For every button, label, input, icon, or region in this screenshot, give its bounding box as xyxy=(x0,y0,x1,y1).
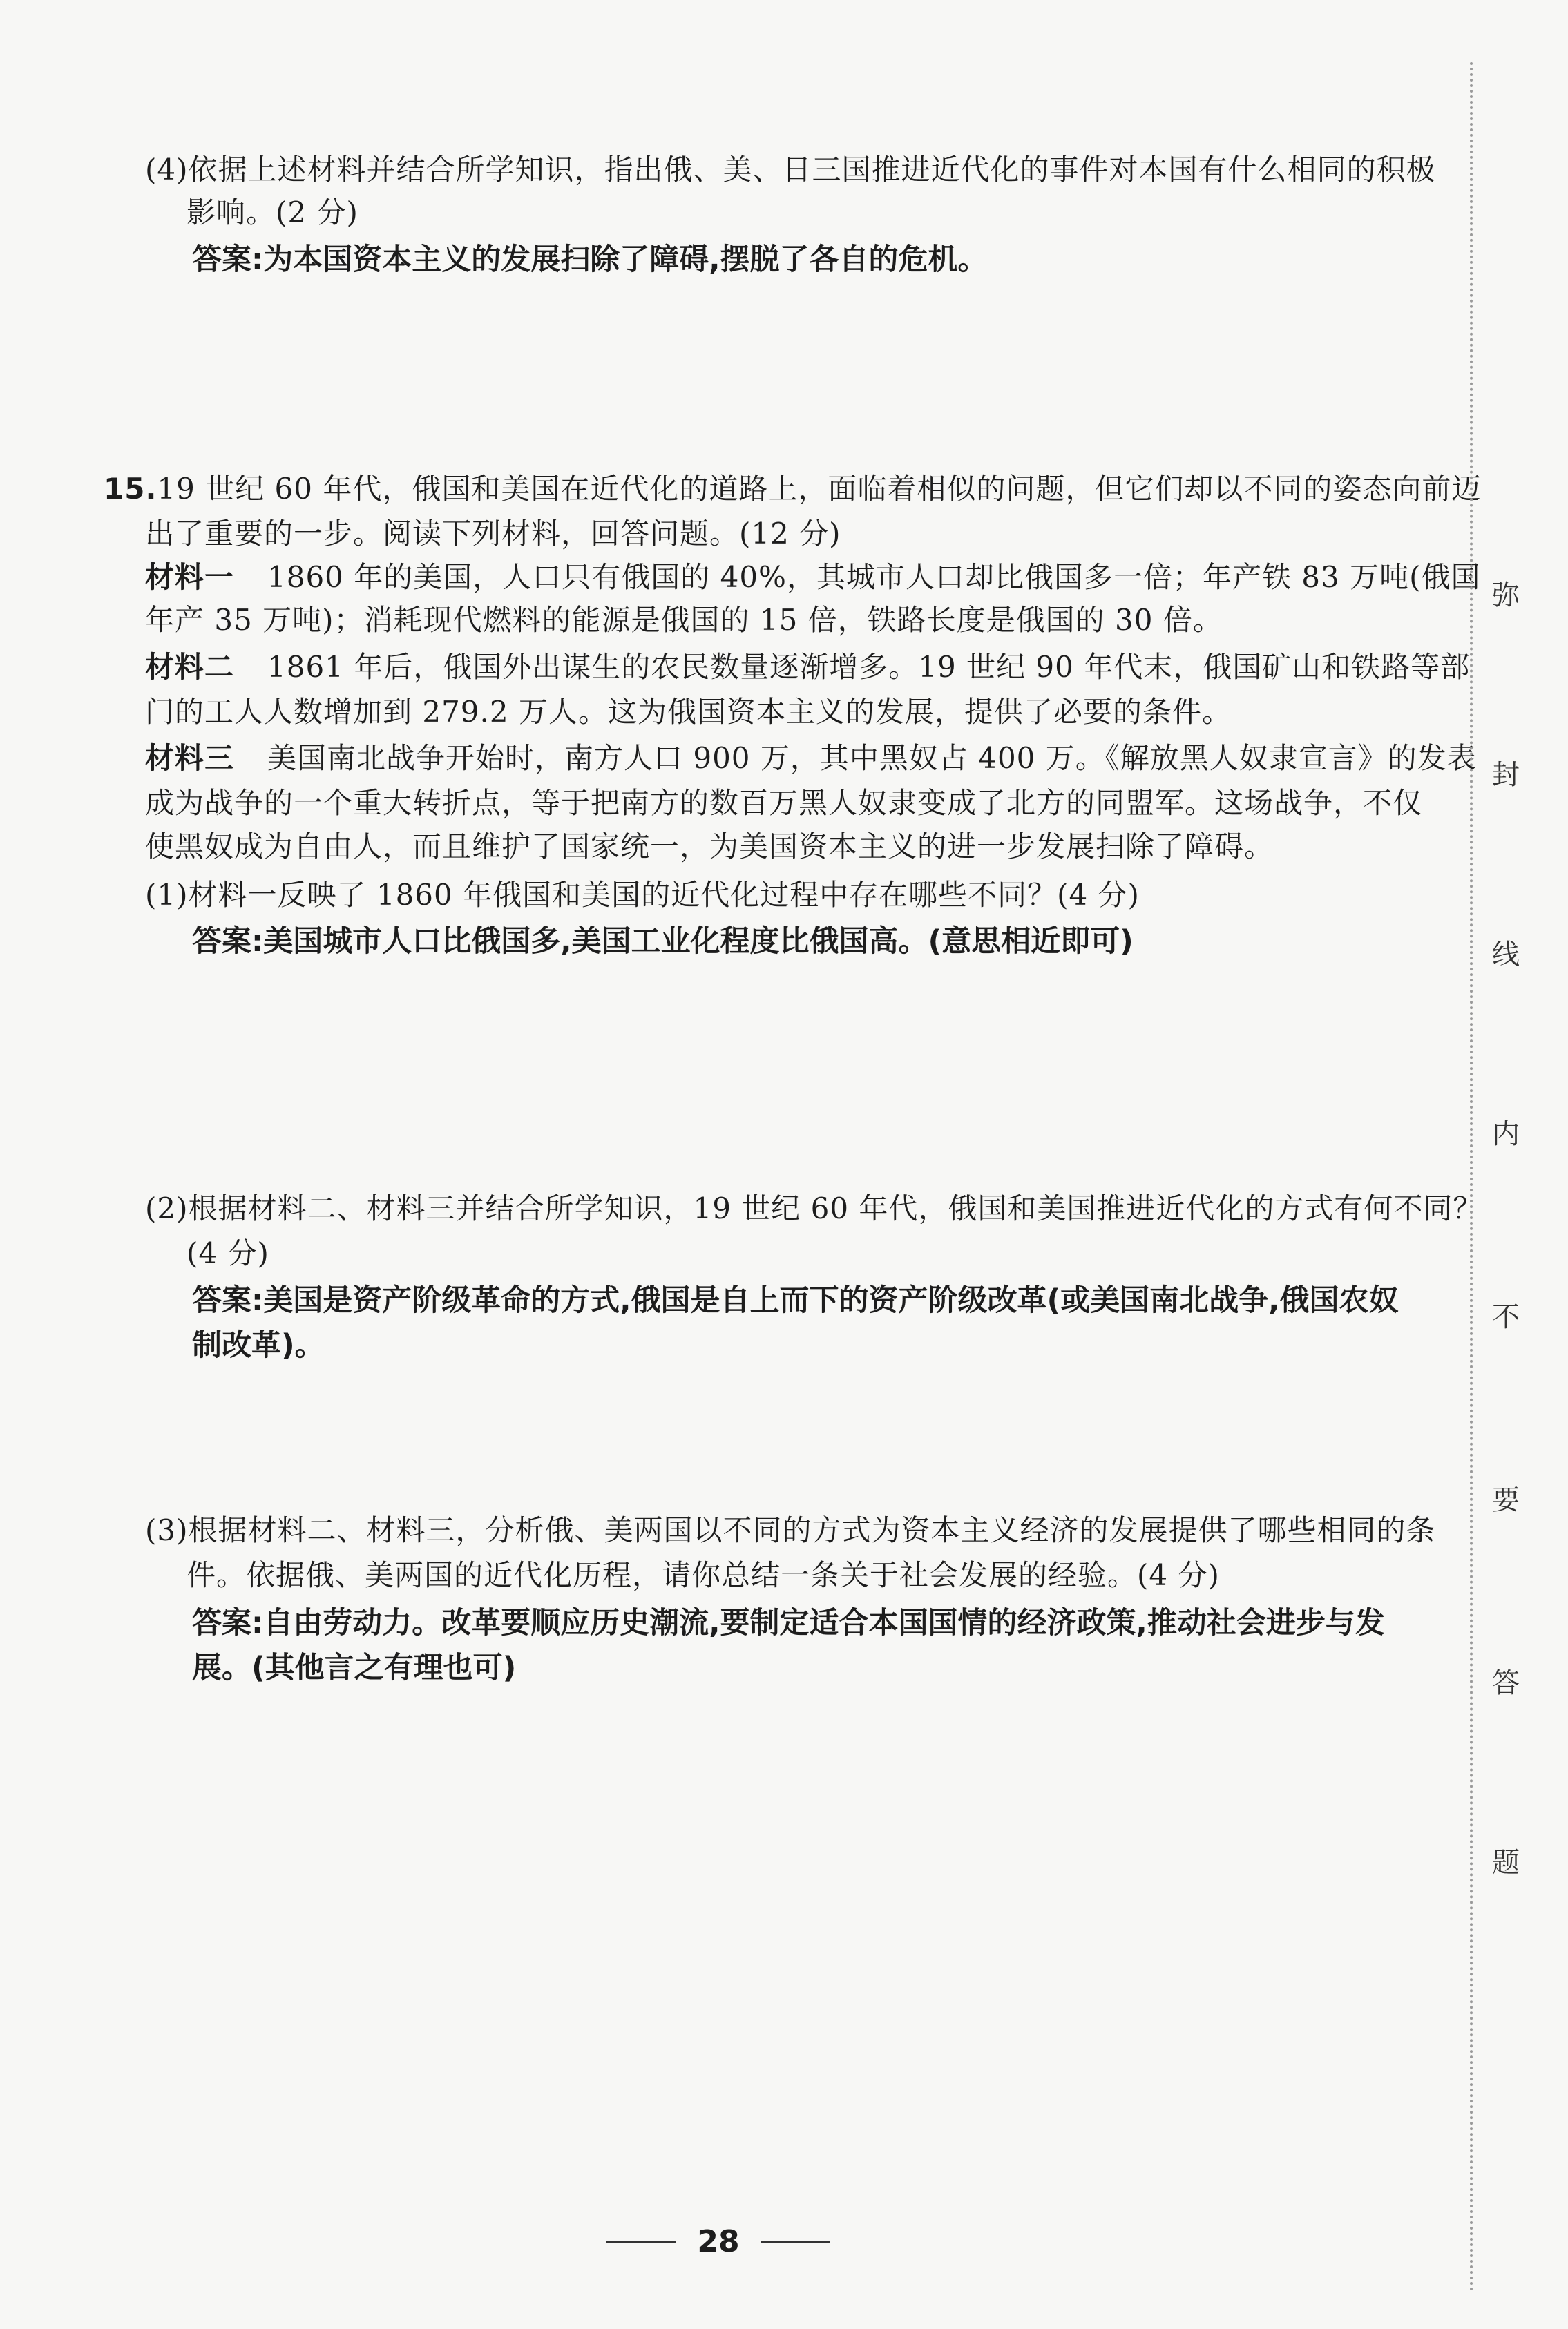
material2-text1: 1861 年后，俄国外出谋生的农民数量逐渐增多。19 世纪 90 年代末，俄国矿山和铁路等部 xyxy=(267,650,1471,684)
q15-part2-answer-line2: 制改革)。 xyxy=(192,1328,325,1363)
material1-label: 材料一 xyxy=(145,560,235,594)
binding-char-8: 题 xyxy=(1492,1847,1520,1879)
q15-stem-line1 xyxy=(104,470,1481,508)
q15-part3-question-line1: (3)根据材料二、材料三，分析俄、美两国以不同的方式为资本主义经济的发展提供了哪些相同的条 xyxy=(145,1513,1436,1547)
q15-part1-question: (1)材料一反映了 1860 年俄国和美国的近代化过程中存在哪些不同？(4 分) xyxy=(145,878,1140,912)
material3-line3: 使黑奴成为自由人，而且维护了国家统一，为美国资本主义的进一步发展扫除了障碍。 xyxy=(145,830,1274,863)
material3-text1: 美国南北战争开始时，南方人口 900 万，其中黑奴占 400 万。《解放黑人奴隶宣言》的发表 xyxy=(267,741,1477,775)
page-number: 28 xyxy=(697,2224,740,2259)
material1-line1 xyxy=(145,558,1481,597)
binding-char-7: 答 xyxy=(1492,1667,1520,1699)
q14-part4-question-line2: 影响。(2 分) xyxy=(187,195,358,229)
material2-line1 xyxy=(145,648,1470,687)
binding-char-5: 不 xyxy=(1492,1301,1520,1333)
q14-part4-question-line1: (4)依据上述材料并结合所学知识，指出俄、美、日三国推进近代化的事件对本国有什么相同的积极 xyxy=(145,153,1436,186)
binding-char-3: 线 xyxy=(1492,939,1520,970)
material3-line2: 成为战争的一个重大转折点，等于把南方的数百万黑人奴隶变成了北方的同盟军。这场战争，不仅 xyxy=(145,786,1423,820)
material2-label: 材料二 xyxy=(145,650,235,684)
q15-part3-question-line2: 件。依据俄、美两国的近代化历程，请你总结一条关于社会发展的经验。(4 分) xyxy=(187,1558,1220,1592)
binding-dotted-line xyxy=(1470,62,1473,2293)
binding-char-1: 弥 xyxy=(1492,579,1520,611)
material3-label: 材料三 xyxy=(145,741,235,775)
q15-number: 15. xyxy=(104,472,157,506)
material2-line2: 门的工人人数增加到 279.2 万人。这为俄国资本主义的发展，提供了必要的条件。 xyxy=(145,695,1232,729)
footer-rule-right xyxy=(761,2241,830,2243)
q15-stem-line2: 出了重要的一步。阅读下列材料，回答问题。(12 分) xyxy=(145,517,841,550)
q14-part4-answer: 答案:为本国资本主义的发展扫除了障碍,摆脱了各自的危机。 xyxy=(192,242,988,277)
q15-part2-answer-line1: 答案:美国是资产阶级革命的方式,俄国是自上而下的资产阶级改革(或美国南北战争,俄国农奴 xyxy=(192,1283,1399,1318)
material1-line2: 年产 35 万吨)；消耗现代燃料的能源是俄国的 15 倍，铁路长度是俄国的 30 倍。 xyxy=(145,603,1223,637)
page-footer xyxy=(0,2224,1437,2259)
material1-text1: 1860 年的美国，人口只有俄国的 40%，其城市人口却比俄国多一倍；年产铁 83 万吨(俄国 xyxy=(267,560,1481,594)
material3-line1 xyxy=(145,739,1477,778)
footer-rule-left xyxy=(606,2241,676,2243)
q15-part3-answer-line1: 答案:自由劳动力。改革要顺应历史潮流,要制定适合本国国情的经济政策,推动社会进步与发 xyxy=(192,1606,1385,1640)
q15-stem-text1: 19 世纪 60 年代，俄国和美国在近代化的道路上，面临着相似的问题，但它们却以不同的姿态向前迈 xyxy=(157,472,1482,506)
binding-char-2: 封 xyxy=(1492,759,1520,791)
binding-char-4: 内 xyxy=(1492,1118,1520,1150)
q15-part1-answer: 答案:美国城市人口比俄国多,美国工业化程度比俄国高。(意思相近即可) xyxy=(192,924,1134,959)
q15-part2-question-line2: (4 分) xyxy=(187,1236,269,1270)
q15-part2-question-line1: (2)根据材料二、材料三并结合所学知识，19 世纪 60 年代，俄国和美国推进近代化的方式有何不同？ xyxy=(145,1191,1483,1225)
q15-part3-answer-line2: 展。(其他言之有理也可) xyxy=(192,1651,517,1685)
binding-char-6: 要 xyxy=(1492,1484,1520,1516)
